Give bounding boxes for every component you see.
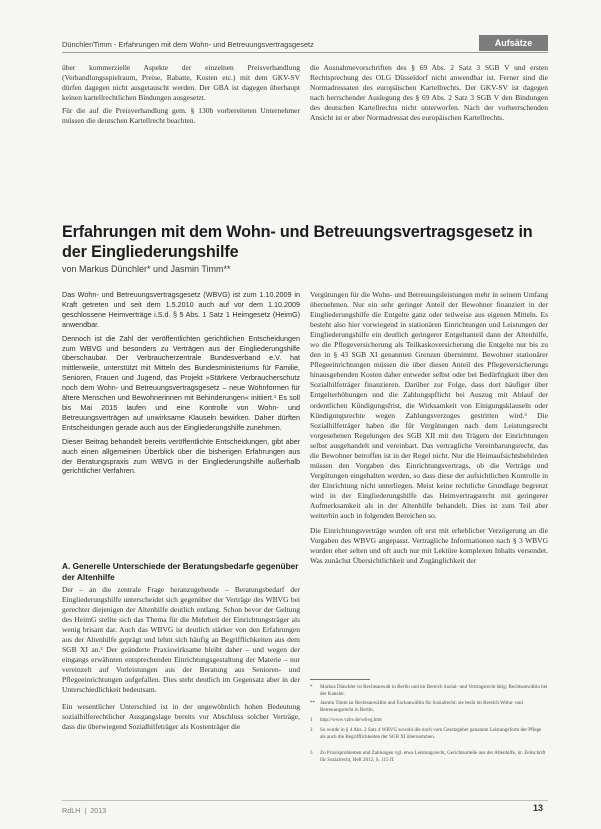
prev-article-paragraph: die Ausnahmevorschriften des § 69 Abs. 2 Satz 3 SGB V und ersten Rechtsprechung des OLG Düsseldorf nicht anwendbar ist. Ferner sind die Normadressaten des europäischen Kartellrechts. Der GKV-SV ist dagegen nach herrschender Auslegung des § 69 Abs. 2 Satz 3 SGB V den Bindungen des deutschen Kartellrechts nicht unterworfen. Nach der vorherrschenden Ansicht ist er aber Normadressat des europäischen Kartellrechts. <box>310 63 548 123</box>
footnote-number: 2 <box>310 727 313 733</box>
footer-rule <box>62 800 548 801</box>
footnotes <box>310 684 548 794</box>
body-paragraph: Vergütungen für die Wohn- und Betreuungsleistungen mehr in seinem Umfang übernehmen. Nur ein sehr geringer Anteil der Bewohner finanziert in der Eingliederungshilfe die Entgelte ganz oder teilweise aus eigenen Mitteln. Es besteht also hier vorwiegend in stationären Einrichtungen und Leistungen der Eingliederungshilfe ein deutlich geringerer Entgeltanteil dann der Altenhilfe, wo die Pflegeversicherung als Teilkaskoversicherung die Entgelte nur bis zu den in § 43 SGB XI genannten Grenzen übernimmt. Bewohner stationärer Pflegeeinrichtungen müssen die über diesen Anteil des Pflegeversicherungs hinausgehenden Kosten daher entweder selbst oder bei Bedürftigkeit über den Sozialhilfeträger finanzieren. Darüber zur Folge, dass dort häufiger über Entgelterhöhungen und die Zahlungspflicht bei Auszug mit Ablauf der ordentlichen Kündigungsfrist, die Wirksamkeit von Einigungsklauseln oder Kündigungsrechte wegen Zahlungsverzuges gestritten wird.³ Die Sozialhilfeträger haben die für Vergütungen nach dem Leistungsrecht vorgesehenen Regelungen des SGB XII mit den Trägern der Einrichtungen selbst ausgehandelt und vereinbart. Das vertragliche Vereinbarungsrecht, das die Bewohner betroffen ist in der Regel nicht. Nur die Heimaufsichtsbehörden müssen den Vorgaben des Einrichtungsvertrags, ob die Verträge und Vergütungen eingehalten werden, so dass diese der aufsichtlichen Kontrolle in der Einrichtung nicht unterliegen. Meist keine rechtliche Grundlage begrenzt wird in der Eingliederungshilfe das Heimvertragsrecht mit geringerer Aufmerksamkeit als in der Altenhilfe behandelt. Dies ist zum Teil aber weiterhin auch in folgenden Bereichen so. <box>310 290 548 521</box>
article-authors: von Markus Dünchler* und Jasmin Timm** <box>62 264 231 274</box>
footnote-text: Zu Praxisproblemen und Zahlungen vgl. etwa Leistungsrecht, Gerichtsurteile aus der Altenhilfe, in: Zeitschrift für Sozialrecht, Heft 2012, S. 115 ff. <box>320 750 546 763</box>
footnote-text: Jasmin Timm ist Rechtsanwältin und Fachanwältin für Sozialrecht; sie berät im Bereich Wohn- und Betreuungsrecht in Berlin. <box>320 700 523 713</box>
footnote <box>310 750 548 764</box>
footnote <box>310 717 548 725</box>
footnote-number: ** <box>310 700 316 706</box>
running-head: Dünchler/Timm - Erfahrungen mit dem Wohn- und Betreuungsvertragsgesetz <box>62 40 314 49</box>
footnote-text: http://www.vzbv.de/wbvg.htm <box>320 717 382 723</box>
footnote-number: 1 <box>310 717 313 723</box>
footnote-text: Markus Dünchler ist Rechtsanwalt in Berlin und im Bereich Sozial- und Vertragsrecht tätig; Rechtsanwältin bei der Kanzlei. <box>320 684 548 697</box>
footnote-rule <box>310 679 370 680</box>
journal-issue: RdLH | 2013 <box>62 806 107 815</box>
body-paragraph: Ein wesentlicher Unterschied ist in der ungewöhnlich hohen Bedeutung sozialhilferechtlicher Ausgangslage bereits vor Abschluss solcher Verträge, dass die überwiegend Sozialhilfeträger als Kostenträger die <box>62 701 300 731</box>
footnote-text: So wurde in § 4 Abs. 2 Satz 4 WBVG sowohl die noch vom Gesetzgeber genannte Leistungsform der Pflege als auch die Begrifflichkeiten der SGB XI übernommen. <box>320 727 542 740</box>
intro-paragraph: Dieser Beitrag behandelt bereits veröffentlichte Entscheidungen, gibt aber auch einen allgemeinen Überblick über die bisherigen Erfahrungen aus der Beratungspraxis zum WBVG in der Eingliederungshilfe außerhalb gerichtlicher Verfahren. <box>62 436 300 476</box>
body-paragraph: Die Einrichtungsverträge wurden oft erst mit erheblicher Verzögerung an die Vorgaben des WBVG angepasst. Vertragliche Informationen nach § 3 WBVG wurden eher selten und oft auch nur mit Lektüre komplexen Inhalts versendet. Was zunächst Übersichtlichkeit und Zugänglichkeit der <box>310 526 548 566</box>
intro-paragraph: Dennoch ist die Zahl der veröffentlichten gerichtlichen Entscheidungen zum WBVG und besonders zu Verträgen aus der Eingliederungshilfe überschaubar. Der Verbraucherzentrale Bundesverband e.V. hat mittlerweile, unterstützt mit Mitteln des Bundesministeriums für Familie, Senioren, Frauen und Jugend, das Projekt »Stärkere Verbraucherschutz noch dem Wohn- und Betreuungsvertragsgesetz – neue Wohnformen für ältere Menschen und Bewohnerinnen mit Behinderungen« initiiert.¹ Es soll bis Mai 2015 laufen und eine Kontrolle von Wohn- und Betreuungsverträgen auf unwirksame Klauseln bewirken. Daher dürften Entscheidungen gerade auch aus der Eingliederungshilfe zunehmen. <box>62 333 300 432</box>
section-a-heading: A. Generelle Unterschiede der Beratungsbedarfe gegenüber der Altenhilfe <box>62 561 299 582</box>
body-paragraph: Der – an die zentrale Frage heranzugehende – Beratungsbedarf der Eingliederungshilfe unterscheidet sich gegenüber der Verträge des WBVG bei gerechter diejenigen der Altenhilfe deutlich entlang. Schon bevor der Geltung des HeimG stellte sich das Thema für die Mehrheit der Einrichtungsträger als wenig brisant dar. Auch das WBVG ist deutlich stärker von den Erfahrungen aus der Altenhilfe geprägt und lehnt sich häufig an Begrifflichkeiten aus dem SGB XI an.² Der geänderte Praxiswirksame bleibt daher – und wegen der eingangs erwähnten entsprechenden Einrichtungsgestaltung der Materie – nur vereinzelt auf Vorleistungen aus der Beratung aus Senioren- und Pflegeeinrichtungen aufgefallen. Dies steht deutlich im Gegensatz aber in der Unterschiedlichkeit bedeutsam. <box>62 585 300 695</box>
prev-article-paragraph: Für die auf die Preisverhandlung gem. § 130b vorbereiteten Unternehmer müssen die deutschen Kartellrecht beachten. <box>62 106 300 126</box>
prev-article-paragraph: über kommerzielle Aspekte der einzelnen Preisverhandlung (Verhandlungsspielraum, Preise, Rabatte, Kosten etc.) mit dem GKV-SV dürfen dagegen nicht ausgetauscht werden. Der GBA ist dagegen überhaupt keinen kartellrechtlichen Bindungen ausgesetzt. <box>62 63 300 103</box>
section-tag: Aufsätze <box>479 35 548 51</box>
footnote <box>310 684 548 698</box>
footnote-number: 3 <box>310 750 313 756</box>
intro-paragraph: Das Wohn- und Betreuungsvertragsgesetz (WBVG) ist zum 1.10.2009 in Kraft getreten und seit dem 1.5.2010 auch auf vor dem 1.10.2009 geschlossene Heimverträge i.S.d. § 5 Abs. 1 Satz 1 Heimgesetz (HeimG) anwendbar. <box>62 290 300 329</box>
footnote <box>310 727 548 747</box>
article-title: Erfahrungen mit dem Wohn- und Betreuungsvertragsgesetz in der Eingliederungshilfe <box>62 223 533 261</box>
footnote <box>310 700 548 714</box>
page-number: 13 <box>533 803 544 813</box>
footnote-number: * <box>310 684 313 690</box>
